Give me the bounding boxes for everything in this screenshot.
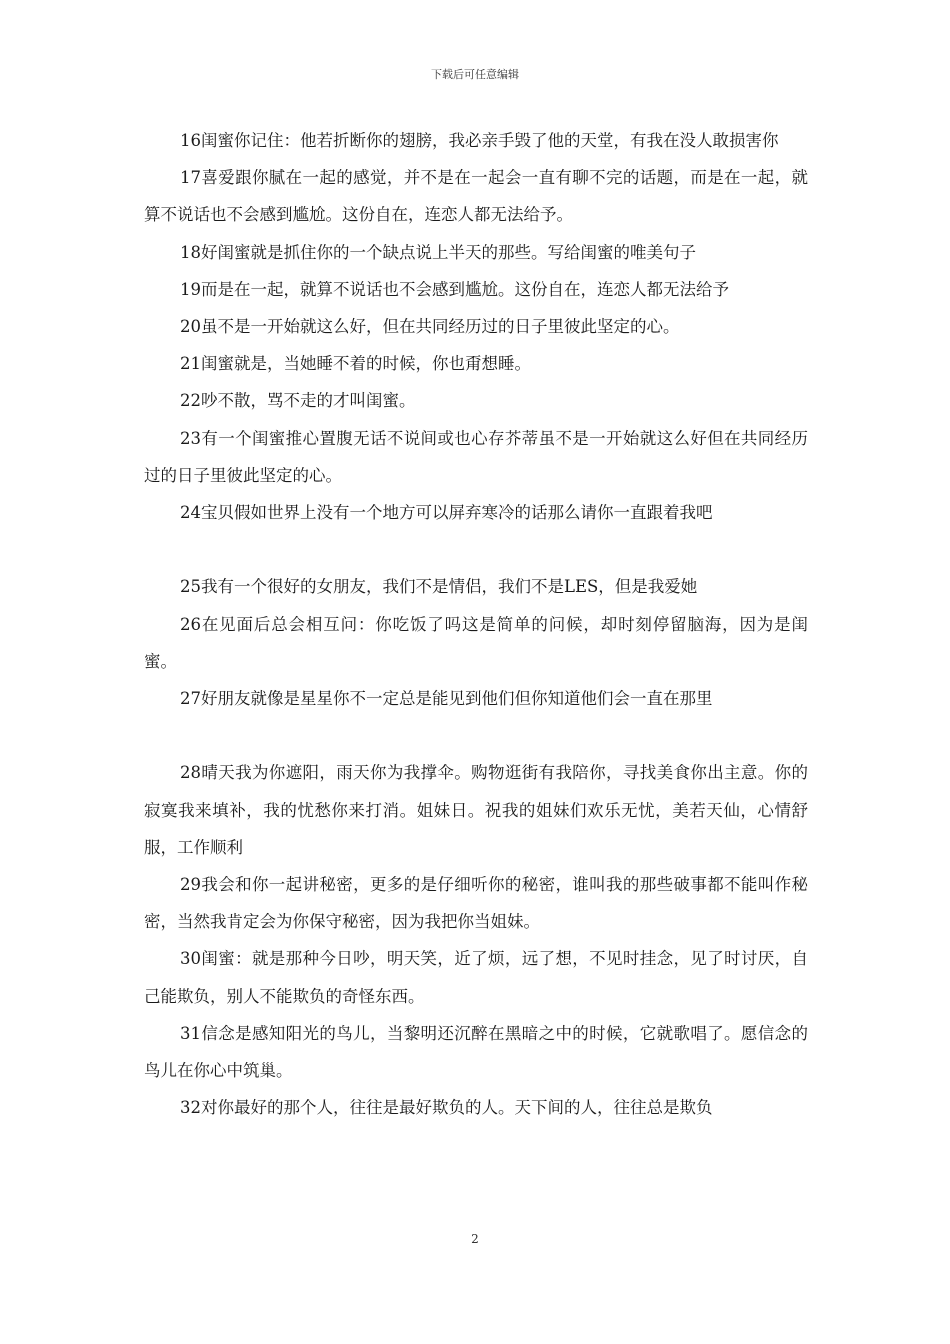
- paragraph-16: 16闺蜜你记住：他若折断你的翅膀，我必亲手毁了他的天堂，有我在没人敢损害你: [180, 131, 779, 150]
- paragraph-28: 28晴天我为你遮阳，雨天你为我撑伞。购物逛街有我陪你，寻找美食你出主意。你的寂寞我来填补，我的忧愁你来打消。姐妹日。祝我的姐妹们欢乐无忧，美若天仙，心情舒服，工作顺利: [144, 763, 808, 857]
- page-number: 2: [471, 1232, 479, 1246]
- paragraph-30: 30闺蜜：就是那种今日吵，明天笑，近了烦，远了想，不见时挂念，见了时讨厌，自己能欺负，别人不能欺负的奇怪东西。: [144, 949, 808, 1006]
- paragraph-29: 29我会和你一起讲秘密，更多的是仔细听你的秘密，谁叫我的那些破事都不能叫作秘密，当然我肯定会为你保守秘密，因为我把你当姐妹。: [144, 875, 808, 932]
- paragraph-31: 31信念是感知阳光的鸟儿，当黎明还沉醉在黑暗之中的时候，它就歌唱了。愿信念的鸟儿在你心中筑巢。: [144, 1023, 808, 1081]
- paragraph-23: 23有一个闺蜜推心置腹无话不说间或也心存芥蒂虽不是一开始就这么好但在共同经历过的日子里彼此坚定的心。: [144, 428, 808, 485]
- blank-line: [144, 717, 808, 754]
- document-body: [144, 122, 808, 1126]
- paragraph-32: 32对你最好的那个人，往往是最好欺负的人。天下间的人，往往总是欺负: [180, 1098, 713, 1118]
- paragraph-17: 17喜爱跟你腻在一起的感觉，并不是在一起会一直有聊不完的话题，而是在一起，就算不说话也不会感到尴尬。这份自在，连恋人都无法给予。: [144, 168, 808, 225]
- paragraph-18: 18好闺蜜就是抓住你的一个缺点说上半天的那些。写给闺蜜的唯美句子: [180, 242, 696, 262]
- paragraph-20: 20虽不是一开始就这么好，但在共同经历过的日子里彼此坚定的心。: [180, 317, 680, 337]
- paragraph-24: 24宝贝假如世界上没有一个地方可以屏弃寒冷的话那么请你一直跟着我吧: [180, 503, 713, 523]
- paragraph-27: 27好朋友就像是星星你不一定总是能见到他们但你知道他们会一直在那里: [180, 689, 713, 709]
- blank-line: [144, 531, 808, 568]
- paragraph-26: 26在见面后总会相互问：你吃饭了吗这是简单的问候，却时刻停留脑海，因为是闺蜜。: [144, 614, 808, 671]
- paragraph-25: 25我有一个很好的女朋友，我们不是情侣，我们不是LES，但是我爱她: [180, 577, 698, 597]
- paragraph-22: 22吵不散，骂不走的才叫闺蜜。: [180, 391, 416, 411]
- paragraph-21: 21闺蜜就是，当她睡不着的时候，你也甭想睡。: [180, 354, 531, 374]
- page-header: 下载后可任意编辑: [431, 68, 519, 81]
- paragraph-19: 19而是在一起，就算不说话也不会感到尴尬。这份自在，连恋人都无法给予: [180, 279, 729, 299]
